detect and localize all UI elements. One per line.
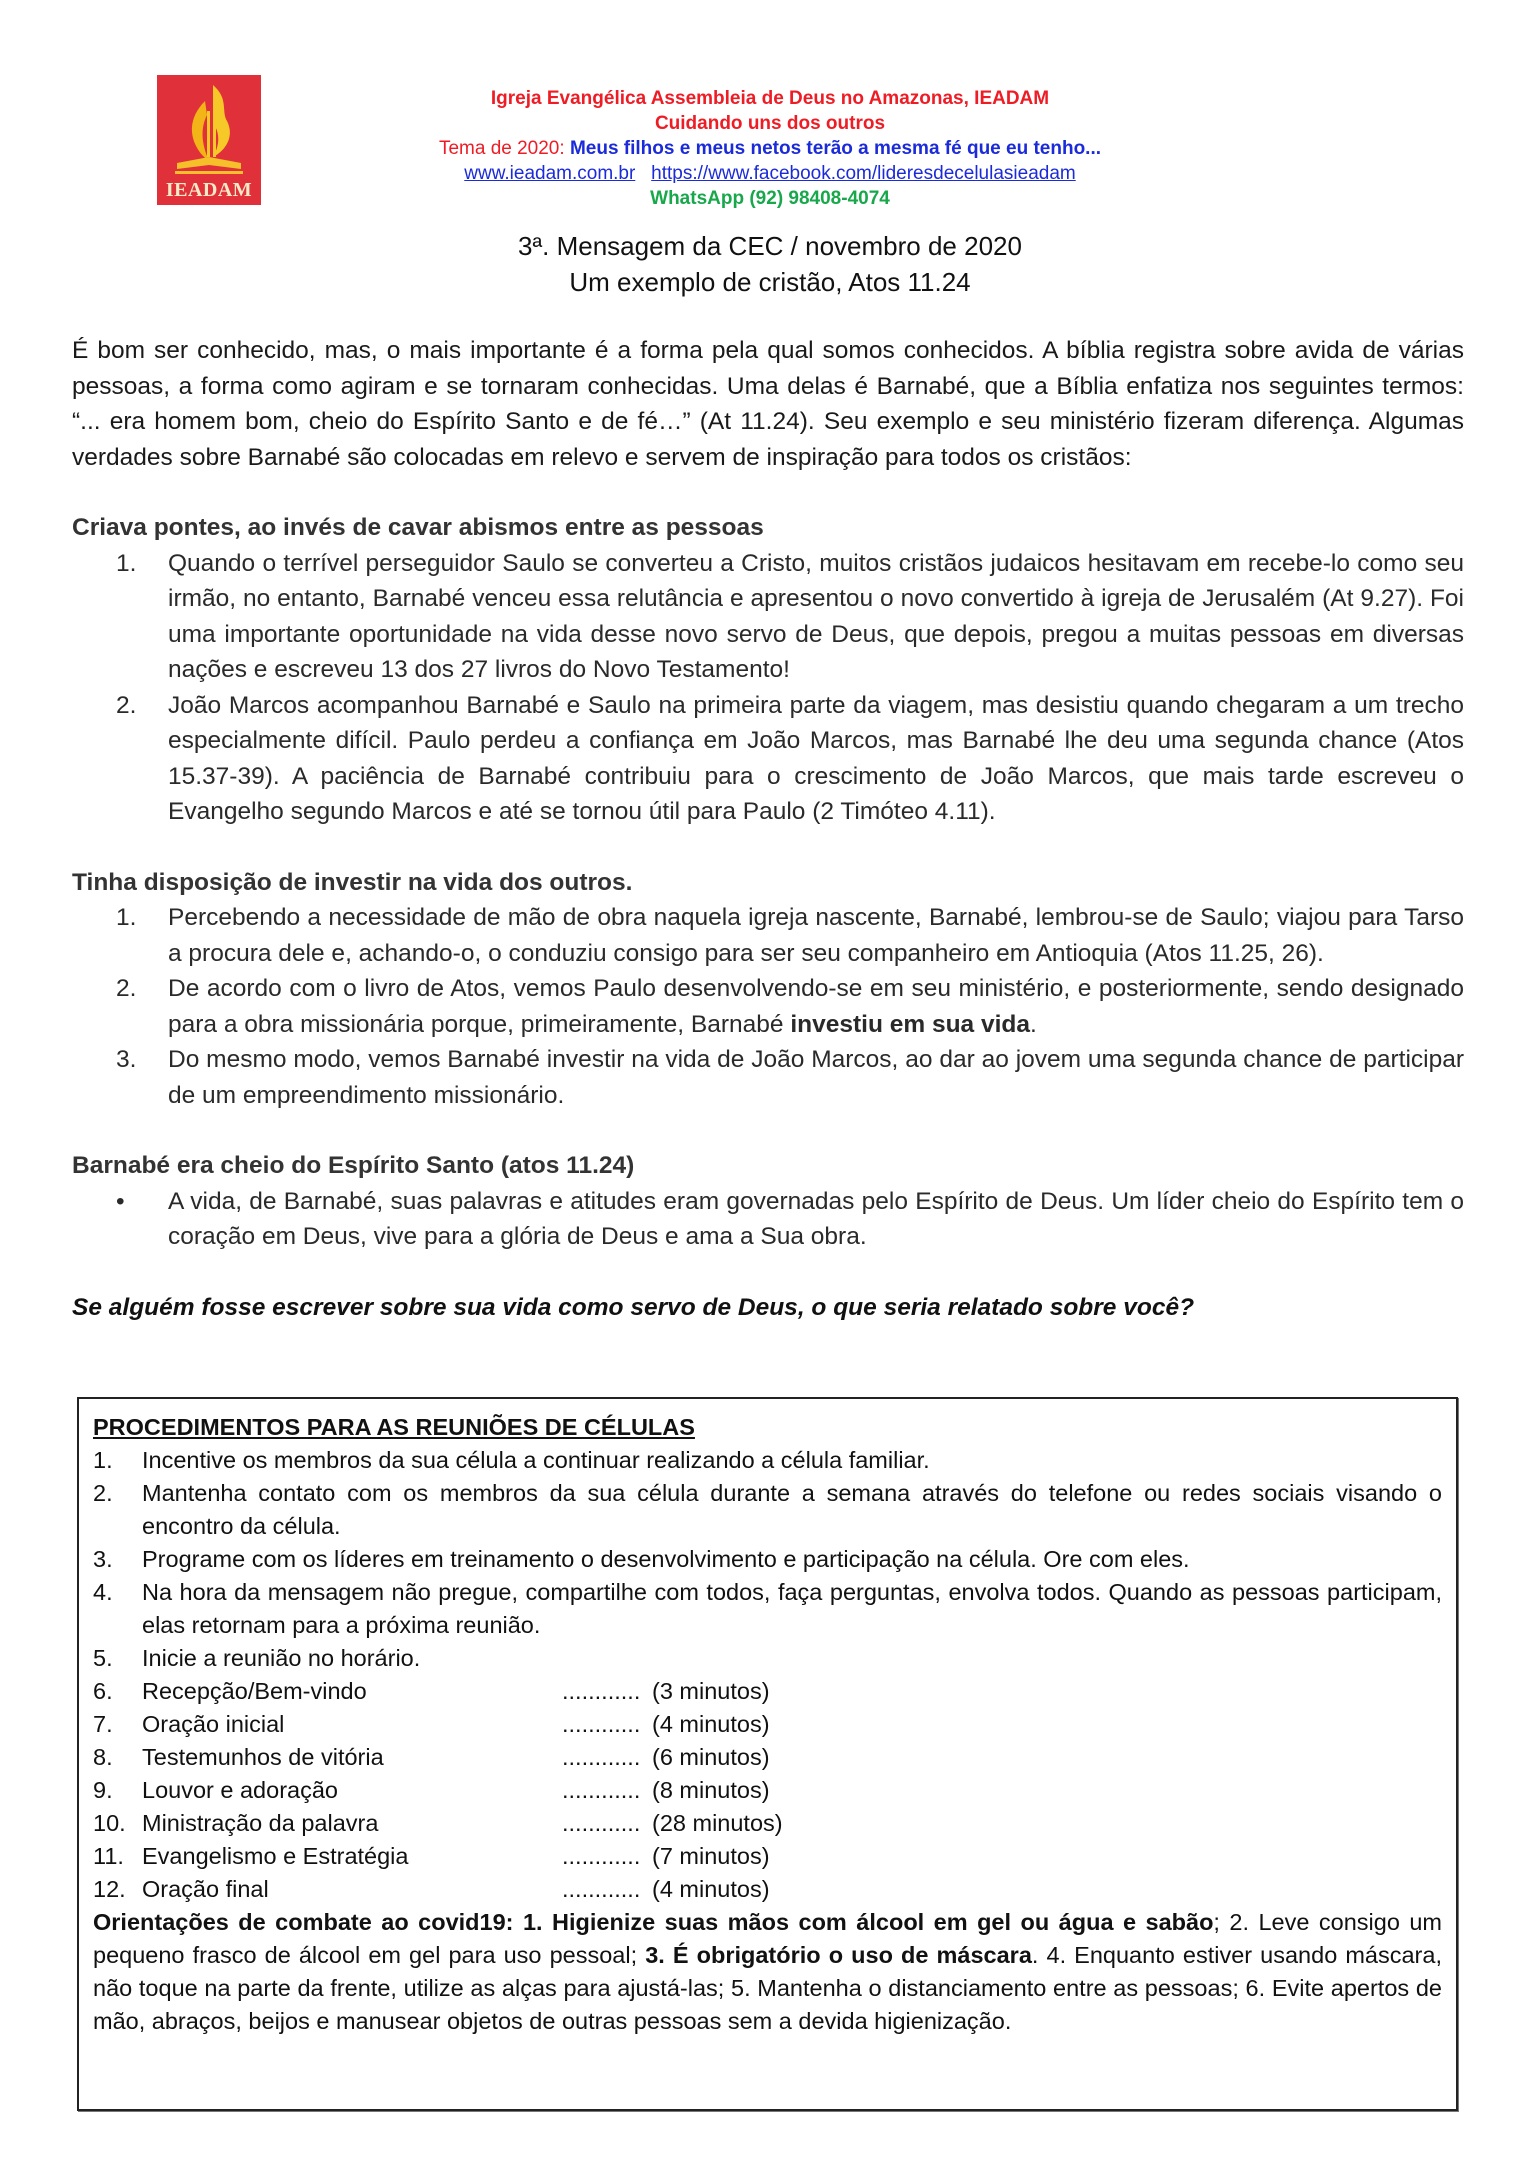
list-marker: 1. [116,549,137,577]
covid-bold-1: Orientações de combate ao covid19: 1. Higienize suas mãos com álcool em gel ou água e sabão [93,1909,1214,1935]
schedule-activity: Recepção/Bem-vindo [142,1678,367,1704]
section-heading: Criava pontes, ao invés de cavar abismos entre as pessoas [72,514,764,541]
procedure-item [93,1444,1442,1477]
procedure-text: Na hora da mensagem não pregue, compartilhe com todos, faça perguntas, envolva todos. Quando as pessoas participam, elas retornam para a próxima reunião. [142,1579,1442,1638]
list-marker: 2. [116,975,137,1002]
procedure-text: Mantenha contato com os membros da sua célula durante a semana através do telefone ou redes sociais visando o encontro da célula. [142,1480,1442,1539]
theme-line [330,136,1210,161]
list-text: De acordo com o livro de Atos, vemos Paulo desenvolvendo-se em seu ministério, e posteriormente, sendo designado para a obra missionária porque, primeiramente, Barnabé [168,975,1464,1038]
schedule-duration: (28 minutos) [652,1810,783,1836]
schedule-dots: ............ [562,1810,641,1836]
list-text: Quando o terrível perseguidor Saulo se converteu a Cristo, muitos cristãos judaicos hesitavam em recebe-lo como seu irmão, no entanto, Barnabé venceu essa relutância e apresentou o novo convertido à igreja de Jerusalém (At 9.27). Foi uma importante oportunidade na vida desse novo servo de Deus, que depois, pregou a muitas pessoas em diversas nações e escreveu 13 dos 27 livros do Novo Testamento! [168,549,1464,683]
list-marker: 2. [116,691,137,719]
procedure-marker: 2. [93,1480,113,1506]
logo-text: IEADAM [165,179,253,201]
schedule-dots: ............ [562,1678,641,1704]
schedule-activity: Evangelismo e Estratégia [142,1843,409,1869]
schedule-item [93,1873,1442,1906]
schedule-item [93,1741,1442,1774]
covid-bold-2: 3. É obrigatório o uso de máscara [645,1942,1032,1968]
list-text-bold: investiu em sua vida [790,1010,1031,1038]
schedule-marker: 11. [93,1843,124,1869]
schedule-activity: Oração final [142,1876,269,1902]
flame-book-emblem-icon [169,81,249,177]
bullet-icon: • [116,1187,125,1215]
list-text-end: . [1030,1010,1037,1038]
theme-text: Meus filhos e meus netos terão a mesma fé que eu tenho... [569,138,1102,159]
procedure-text: Inicie a reunião no horário. [142,1645,421,1671]
procedure-marker: 1. [93,1447,113,1473]
section-list [72,900,1464,1113]
list-item [72,688,1464,830]
message-title: 3ª. Mensagem da CEC / novembro de 2020 [518,231,1022,261]
intro-paragraph: É bom ser conhecido, mas, o mais importante é a forma pela qual somos conhecidos. A bíblia registra sobre avida de várias pessoas, a forma como agiram e se tornaram conhecidas. Uma delas é Barnabé, que a Bíblia enfatiza nos seguintes termos: “... era homem bom, cheio do Espírito Santo e de fé…” (At 11.24). Seu exemplo e seu ministério fizeram diferença. Algumas verdades sobre Barnabé são colocadas em relevo e servem de inspiração para todos os cristãos: [72,337,1464,471]
schedule-activity: Oração inicial [142,1711,285,1737]
schedule-duration: (4 minutos) [652,1876,770,1902]
schedule-item [93,1774,1442,1807]
procedure-item [93,1642,1442,1675]
schedule-dots: ............ [562,1843,641,1869]
ieadam-logo [157,75,261,205]
section-heading: Barnabé era cheio do Espírito Santo (atos 11.24) [72,1152,635,1179]
list-text: Do mesmo modo, vemos Barnabé investir na vida de João Marcos, ao dar ao jovem uma segunda chance de participar de um empreendimento missionário. [168,1046,1464,1109]
schedule-duration: (6 minutos) [652,1744,770,1770]
procedures-box [77,1397,1458,2111]
schedule-marker: 7. [93,1711,113,1737]
list-item [72,900,1464,971]
list-item [72,1184,1464,1255]
site-link[interactable]: www.ieadam.com.br [464,163,636,184]
procedure-item [93,1576,1442,1642]
church-header [330,86,1210,211]
list-marker: 3. [116,1046,137,1073]
schedule-dots: ............ [562,1711,641,1737]
message-body [72,333,1464,1325]
schedule-duration: (7 minutos) [652,1843,770,1869]
schedule-marker: 8. [93,1744,113,1770]
schedule-marker: 12. [93,1876,126,1902]
section-list [72,546,1464,830]
procedures-list [93,1444,1442,1906]
message-titles [330,228,1210,300]
theme-label: Tema de 2020: [438,138,565,159]
list-marker: 1. [116,904,137,931]
links-line [330,161,1210,186]
schedule-duration: (3 minutos) [652,1678,770,1704]
motto: Cuidando uns dos outros [654,113,886,134]
schedule-activity: Ministração da palavra [142,1810,379,1836]
schedule-duration: (8 minutos) [652,1777,770,1803]
whatsapp-line: WhatsApp (92) 98408-4074 [650,188,890,209]
schedule-duration: (4 minutos) [652,1711,770,1737]
covid-text-1: ; 2. Leve consigo um pequeno frasco de álcool em gel para uso pessoal; [93,1909,1442,1968]
schedule-activity: Testemunhos de vitória [142,1744,384,1770]
procedure-marker: 3. [93,1546,113,1572]
procedure-item [93,1543,1442,1576]
list-text: João Marcos acompanhou Barnabé e Saulo na primeira parte da viagem, mas desistiu quando chegaram a um trecho especialmente difícil. Paulo perdeu a confiança em João Marcos, mas Barnabé lhe deu uma segunda chance (Atos 15.37-39). A paciência de Barnabé contribuiu para o crescimento de João Marcos, que mais tarde escreveu o Evangelho segundo Marcos e até se tornou útil para Paulo (2 Timóteo 4.11). [168,691,1464,825]
list-text: Percebendo a necessidade de mão de obra naquela igreja nascente, Barnabé, lembrou-se de Saulo; viajou para Tarso a procura dele e, achando-o, o conduziu consigo para ser seu companheiro em Antioquia (Atos 11.25, 26). [168,904,1464,967]
procedures-title: PROCEDIMENTOS PARA AS REUNIÕES DE CÉLULAS [93,1414,695,1440]
schedule-marker: 9. [93,1777,113,1803]
list-text: A vida, de Barnabé, suas palavras e atitudes eram governadas pelo Espírito de Deus. Um líder cheio do Espírito tem o coração em Deus, vive para a glória de Deus e ama a Sua obra. [168,1187,1464,1250]
list-item [72,1042,1464,1113]
procedure-item [93,1477,1442,1543]
schedule-item [93,1807,1442,1840]
schedule-dots: ............ [562,1744,641,1770]
covid-text-2: . 4. Enquanto estiver usando máscara, não toque na parte da frente, utilize as alças para ajustá-las; 5. Mantenha o distanciamento entre as pessoas; 6. Evite apertos de mão, abraços, beijos e manusear objetos de outras pessoas sem a devida higienização. [93,1942,1442,2034]
schedule-marker: 10. [93,1810,126,1836]
message-subtitle: Um exemplo de cristão, Atos 11.24 [569,267,971,297]
schedule-dots: ............ [562,1777,641,1803]
schedule-item [93,1708,1442,1741]
covid-guidelines [93,1906,1442,2038]
schedule-item [93,1840,1442,1873]
section-heading: Tinha disposição de investir na vida dos outros. [72,868,633,896]
procedure-text: Incentive os membros da sua célula a continuar realizando a célula familiar. [142,1447,930,1473]
schedule-marker: 6. [93,1678,113,1704]
procedure-marker: 4. [93,1579,113,1605]
schedule-activity: Louvor e adoração [142,1777,338,1803]
section-list [72,1184,1464,1255]
list-item [72,971,1464,1042]
facebook-link[interactable]: https://www.facebook.com/lideresdecelulasieadam [651,163,1076,184]
list-item [72,546,1464,688]
reflection-question: Se alguém fosse escrever sobre sua vida como servo de Deus, o que seria relatado sobre você? [72,1293,1195,1321]
procedure-text: Programe com os líderes em treinamento o desenvolvimento e participação na célula. Ore com eles. [142,1546,1190,1572]
schedule-dots: ............ [562,1876,641,1902]
org-name: Igreja Evangélica Assembleia de Deus no Amazonas, IEADAM [490,88,1050,109]
schedule-item [93,1675,1442,1708]
procedure-marker: 5. [93,1645,113,1671]
